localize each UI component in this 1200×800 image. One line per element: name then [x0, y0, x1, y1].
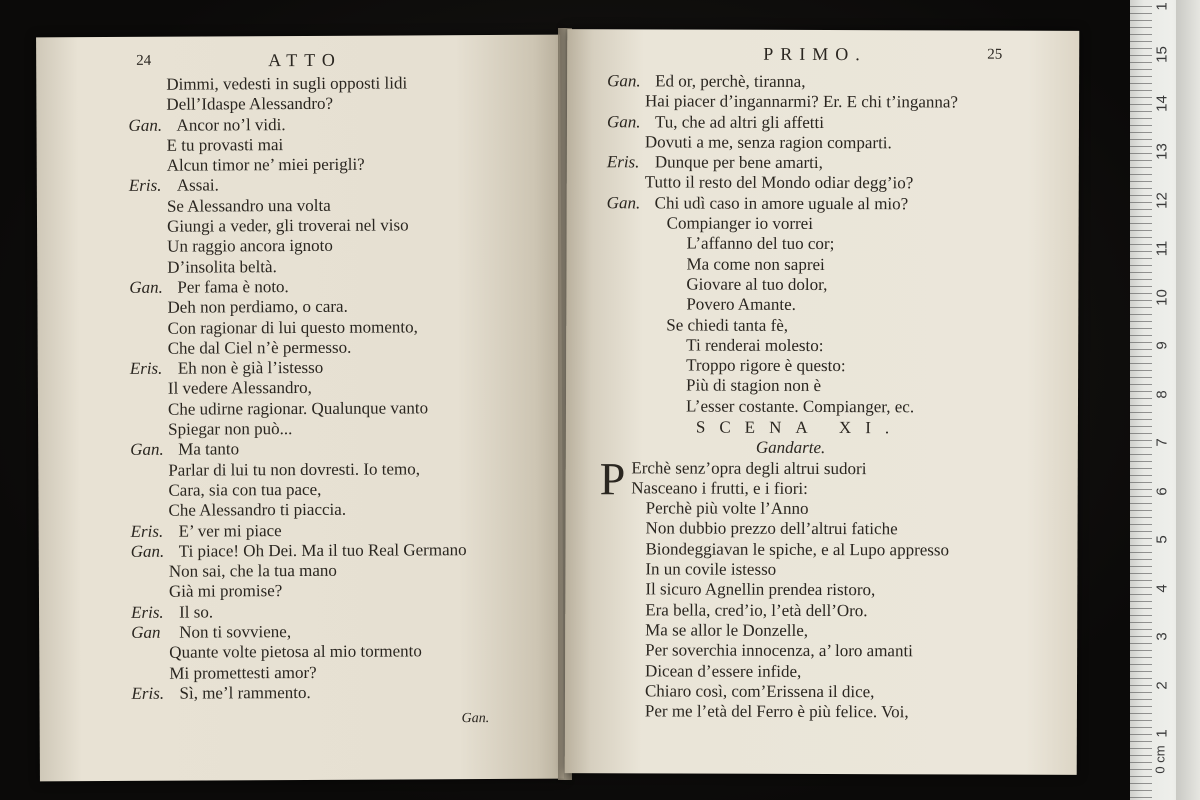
verse-line: [130, 459, 466, 481]
verse-text: Hai piacer d’ingannarmi? Er. E chi t’inganna?: [645, 91, 959, 112]
verse-text: Il vedere Alessandro,: [167, 378, 312, 399]
verse-line: [129, 154, 465, 176]
monologue-line: Perchè più volte l’Anno: [645, 498, 809, 519]
verse-text: Dovuti a me, senza ragion comparti.: [644, 132, 892, 153]
verse-text: Dimmi, vedesti in sugli opposti lidi: [166, 73, 408, 94]
monologue-line: Chiaro così, com’Erissena il dice,: [644, 681, 875, 702]
right-running-head: PRIMO.: [763, 43, 867, 65]
verse-text: Con ragionar di lui questo momento,: [167, 316, 418, 338]
scene-heading: SCENA XI.: [695, 417, 904, 438]
verse-text: Ti renderai molesto:: [686, 335, 824, 355]
left-page-number: 24: [136, 52, 152, 69]
verse-text: Spiegar non può...: [168, 419, 293, 439]
verse-line: [131, 540, 467, 562]
ruler-number: 1: [1153, 729, 1171, 738]
left-page: [36, 35, 564, 782]
verse-text: Giungi a veder, gli troverai nel viso: [166, 215, 409, 236]
scene-character: Gandarte.: [755, 438, 826, 458]
ruler-ticks: [1130, 0, 1152, 800]
verse-line: [607, 173, 958, 195]
verse-text: Ancor no’l vidi.: [176, 114, 286, 135]
ruler-number: 11: [1153, 240, 1171, 257]
monologue-line: Dicean d’essere infide,: [645, 660, 802, 681]
verse-line: [129, 236, 465, 258]
verse-line: [129, 256, 465, 278]
verse-line: [607, 112, 958, 134]
verse-line: [130, 418, 466, 440]
verse-text: Non ti sovviene,: [179, 622, 292, 642]
open-book: [30, 22, 1090, 782]
monologue-line: Nasceano i frutti, e i fiori:: [631, 478, 808, 498]
verse-text: Ma come non saprei: [686, 254, 825, 274]
monologue-line: Era bella, cred’io, l’età dell’Oro.: [645, 600, 868, 620]
verse-text: Dell’Idaspe Alessandro?: [166, 94, 334, 114]
ruler-unit-label: 0 cm: [1152, 745, 1168, 774]
verse-line: [607, 193, 958, 215]
verse-text: Chi udì caso in amore uguale al mio?: [654, 193, 909, 214]
left-running-head: ATTO: [268, 49, 342, 71]
verse-line: [607, 213, 958, 235]
verse-line: [130, 479, 466, 501]
verse-text: Compianger io vorrei: [666, 213, 814, 234]
verse-text: Ti piace! Oh Dei. Ma il tuo Real Germano: [178, 539, 467, 561]
verse-text: L’esser costante. Compianger, ec.: [685, 396, 915, 417]
ruler-number: 10: [1153, 288, 1171, 306]
ruler-number: 8: [1153, 389, 1171, 399]
verse-text: Alcun timor ne’ miei perigli?: [166, 154, 365, 175]
speaker-label: Gan.: [606, 111, 641, 131]
verse-line: [606, 274, 957, 296]
verse-line: [131, 560, 467, 582]
verse-line: [128, 73, 464, 95]
speaker-label: Eris.: [128, 176, 162, 196]
verse-line: [131, 601, 467, 623]
verse-line: [606, 396, 957, 418]
verse-text: Che udirne ragionar. Qualunque vanto: [167, 398, 429, 419]
verse-line: [606, 315, 957, 337]
ruler-number: 7: [1153, 438, 1171, 447]
verse-text: Mi promettesti amor?: [169, 662, 317, 683]
ruler-number: 6: [1153, 486, 1171, 496]
verse-line: [130, 438, 466, 460]
verse-text: E’ ver mi piace: [178, 520, 282, 541]
verse-line: [129, 215, 465, 237]
verse-text: Povero Amante.: [686, 294, 796, 315]
verse-line: [607, 92, 958, 114]
verse-line: [131, 581, 467, 603]
monologue-line: Per soverchia innocenza, a’ loro amanti: [645, 640, 913, 661]
verse-text: Che dal Ciel n’è permesso.: [167, 337, 352, 358]
verse-line: [131, 641, 467, 663]
verse-line: [130, 337, 466, 359]
measuring-ruler: [1130, 0, 1200, 800]
verse-line: [129, 276, 465, 298]
verse-text: Un raggio ancora ignoto: [167, 236, 333, 257]
speaker-label: Eris.: [131, 683, 165, 703]
speaker-label: Gan.: [129, 277, 163, 297]
verse-line: [606, 355, 957, 377]
ruler-number: 2: [1153, 680, 1171, 690]
verse-text: D’insolita beltà.: [167, 256, 277, 277]
verse-text: L’affanno del tuo cor;: [686, 233, 835, 254]
verse-line: [606, 376, 957, 398]
speaker-label: Gan.: [606, 193, 641, 213]
scene-block: [599, 417, 1066, 723]
ruler-number: 12: [1153, 191, 1171, 209]
verse-line: [131, 520, 467, 542]
drop-cap: P: [599, 452, 626, 504]
verse-text: Troppo rigore è questo:: [686, 355, 846, 376]
verse-text: Dunque per bene amarti,: [654, 152, 823, 173]
monologue-line: Biondeggiavan le spiche, e al Lupo appresso: [645, 539, 950, 560]
verse-line: [131, 662, 467, 684]
monologue-line: In un covile istesso: [645, 559, 777, 579]
ruler-number: 9: [1153, 341, 1171, 350]
verse-text: Quante volte pietosa al mio tormento: [169, 641, 422, 663]
verse-line: [130, 398, 466, 420]
verse-text: Cara, sia con tua pace,: [168, 479, 322, 500]
verse-text: Il so.: [179, 602, 214, 622]
speaker-label: Gan.: [128, 115, 163, 135]
ruler-number: 4: [1153, 583, 1171, 593]
left-catchword: Gan.: [461, 711, 490, 727]
verse-line: [130, 317, 466, 339]
verse-text: Più di stagion non è: [686, 375, 822, 396]
verse-line: [607, 152, 958, 174]
verse-text: Giovare al tuo dolor,: [686, 274, 828, 294]
verse-line: [129, 296, 465, 318]
verse-line: [130, 378, 466, 400]
speaker-label: Eris.: [129, 358, 163, 379]
verse-line: [606, 335, 957, 357]
verse-line: [607, 132, 958, 154]
monologue-line: Ma se allor le Donzelle,: [645, 620, 809, 640]
verse-line: [130, 499, 466, 521]
left-page-text: [128, 73, 467, 704]
verse-line: [607, 234, 958, 256]
verse-text: Assai.: [176, 175, 219, 196]
ruler-number: 13: [1153, 143, 1171, 160]
speaker-label: Eris.: [606, 152, 640, 172]
verse-text: Tutto il resto del Mondo odiar degg’io?: [644, 172, 914, 193]
verse-text: Parlar di lui tu non dovresti. Io temo,: [168, 459, 421, 480]
verse-line: [130, 357, 466, 379]
verse-line: [607, 71, 958, 93]
verse-text: Se Alessandro una volta: [166, 195, 331, 216]
speaker-label: Eris.: [130, 521, 164, 541]
speaker-label: Gan.: [130, 440, 164, 460]
monologue: [599, 452, 1066, 723]
ruler-number: 3: [1153, 632, 1171, 641]
verse-text: Eh non è già l’istesso: [177, 358, 324, 378]
speaker-label: Eris.: [131, 602, 164, 622]
ruler-number: 1: [1153, 1, 1171, 11]
verse-line: [131, 621, 467, 643]
verse-text: E tu provasti mai: [166, 134, 284, 155]
speaker-label: Gan: [131, 622, 161, 642]
verse-line: [129, 134, 465, 156]
verse-text: Deh non perdiamo, o cara.: [167, 297, 348, 317]
verse-line: [606, 295, 957, 317]
ruler-number: 15: [1153, 46, 1171, 63]
verse-line: [129, 175, 465, 197]
verse-line: [131, 682, 467, 704]
verse-text: Tu, che ad altri gli affetti: [654, 112, 825, 132]
verse-text: Non sai, che la tua mano: [168, 560, 337, 581]
verse-text: Già mi promise?: [168, 581, 283, 602]
ruler-number: 14: [1153, 94, 1171, 112]
ruler-edge: [1176, 0, 1200, 800]
monologue-line: Erchè senz’opra degli altrui sudori: [631, 457, 867, 478]
verse-text: Per fama è noto.: [177, 277, 289, 297]
verse-line: [129, 195, 465, 217]
verse-line: [128, 114, 464, 136]
verse-text: Ma tanto: [178, 439, 240, 459]
verse-text: Sì, me’l rammento.: [179, 682, 311, 703]
monologue-line: Il sicuro Agnellin prendea ristoro,: [645, 579, 876, 600]
monologue-line: Per me l’età del Ferro è più felice. Voi,: [644, 701, 909, 722]
verse-line: [128, 93, 464, 115]
verse-text: Se chiedi tanta fè,: [666, 315, 789, 335]
right-page: [565, 29, 1080, 775]
ruler-number: 5: [1153, 535, 1171, 544]
right-page-text: [606, 71, 958, 417]
speaker-label: Gan.: [607, 71, 641, 91]
right-page-number: 25: [987, 46, 1003, 63]
monologue-line: Non dubbio prezzo dell’altrui fatiche: [645, 518, 898, 539]
verse-text: Ed or, perchè, tiranna,: [655, 71, 806, 91]
verse-line: [606, 254, 957, 276]
speaker-label: Gan.: [130, 541, 165, 561]
verse-text: Che Alessandro ti piaccia.: [168, 499, 347, 520]
